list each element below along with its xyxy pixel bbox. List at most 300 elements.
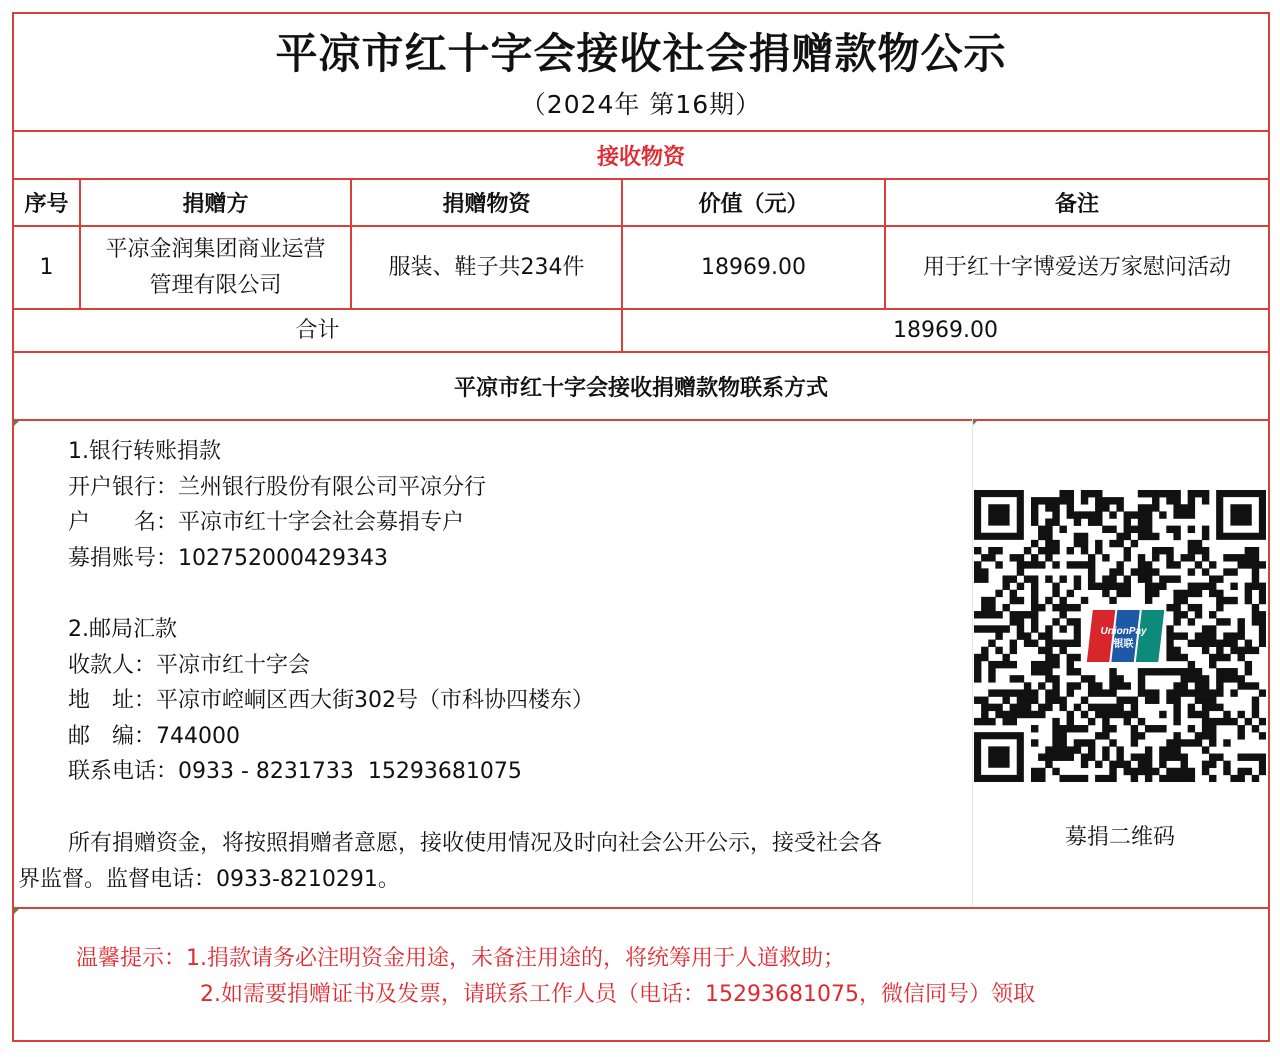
- qr-module: [974, 611, 981, 618]
- qr-module: [1166, 746, 1173, 753]
- qr-module: [1038, 561, 1045, 568]
- qr-module: [1102, 746, 1109, 753]
- qr-module: [1173, 597, 1180, 604]
- qr-module: [1145, 754, 1152, 761]
- qr-module: [1145, 746, 1152, 753]
- qr-module: [1173, 718, 1180, 725]
- qr-module: [1238, 561, 1245, 568]
- qr-module: [1109, 768, 1116, 775]
- qr-module: [1209, 632, 1216, 639]
- qr-module: [1209, 739, 1216, 746]
- qr-module: [1067, 689, 1074, 696]
- qr-module: [1074, 704, 1081, 711]
- qr-module: [1109, 704, 1116, 711]
- qr-module: [1145, 725, 1152, 732]
- qr-module: [1131, 775, 1138, 782]
- qr-module: [1188, 775, 1195, 782]
- qr-module: [1202, 554, 1209, 561]
- qr-module: [1173, 526, 1180, 533]
- qr-module: [974, 547, 981, 554]
- qr-module: [1216, 575, 1223, 582]
- qr-module: [1116, 754, 1123, 761]
- qr-module: [1031, 768, 1038, 775]
- qr-module: [1138, 511, 1145, 518]
- qr-module: [988, 675, 995, 682]
- qr-module: [988, 554, 995, 561]
- qr-module: [1209, 689, 1216, 696]
- qr-module: [1074, 604, 1081, 611]
- total-value: 18969.00: [893, 317, 998, 343]
- qr-module: [1002, 711, 1009, 718]
- qr-module: [1252, 547, 1259, 554]
- qr-module: [1010, 597, 1017, 604]
- qr-module: [1181, 511, 1188, 518]
- qr-module: [1202, 746, 1209, 753]
- qr-module: [1209, 754, 1216, 761]
- qr-module: [988, 704, 995, 711]
- qr-module: [1138, 675, 1145, 682]
- qr-module: [1074, 682, 1081, 689]
- qr-module: [1095, 583, 1102, 590]
- qr-module: [1067, 640, 1074, 647]
- qr-module: [995, 611, 1002, 618]
- qr-module: [1052, 497, 1059, 504]
- qr-module: [1173, 754, 1180, 761]
- qr-module: [1195, 640, 1202, 647]
- qr-module: [1209, 625, 1216, 632]
- qr-module: [1252, 682, 1259, 689]
- qr-module: [1138, 568, 1145, 575]
- qr-module: [1081, 697, 1088, 704]
- qr-module: [1173, 711, 1180, 718]
- qr-module: [1188, 526, 1195, 533]
- qr-module: [1259, 561, 1266, 568]
- qr-module: [1045, 689, 1052, 696]
- qr-module: [1067, 604, 1074, 611]
- qr-module: [1252, 575, 1259, 582]
- qr-module: [1145, 526, 1152, 533]
- qr-module: [1159, 761, 1166, 768]
- qr-module: [1245, 554, 1252, 561]
- bank-heading: 1.银行转账捐款: [68, 439, 221, 464]
- qr-module: [1081, 533, 1088, 540]
- qr-module: [1088, 718, 1095, 725]
- qr-module: [1238, 732, 1245, 739]
- qr-module: [1109, 682, 1116, 689]
- qr-module: [1074, 561, 1081, 568]
- qr-module: [1209, 732, 1216, 739]
- zip-line: 邮 编：744000: [68, 723, 240, 749]
- qr-module: [1166, 547, 1173, 554]
- qr-module: [1152, 497, 1159, 504]
- qr-module: [1059, 732, 1066, 739]
- qr-module: [1109, 725, 1116, 732]
- qr-module: [1202, 647, 1209, 654]
- qr-module: [1145, 697, 1152, 704]
- qr-module: [1116, 590, 1123, 597]
- qr-module: [1031, 689, 1038, 696]
- qr-module: [1017, 561, 1024, 568]
- qr-module: [1223, 640, 1230, 647]
- qr-module: [1259, 625, 1266, 632]
- qr-module: [1031, 604, 1038, 611]
- qr-module: [1259, 754, 1266, 761]
- qr-module: [1145, 668, 1152, 675]
- qr-module: [1067, 654, 1074, 661]
- qr-module: [1173, 490, 1180, 497]
- qr-module: [1010, 689, 1017, 696]
- qr-module: [1230, 689, 1237, 696]
- qr-cell-divider: [972, 419, 973, 907]
- qr-module: [1116, 704, 1123, 711]
- qr-module: [1223, 654, 1230, 661]
- qr-module: [1095, 540, 1102, 547]
- qr-module: [1116, 711, 1123, 718]
- qr-module: [1088, 554, 1095, 561]
- qr-module: [1230, 775, 1237, 782]
- qr-module: [1059, 575, 1066, 582]
- qr-module: [1088, 754, 1095, 761]
- qr-module: [1216, 704, 1223, 711]
- qr-module: [1074, 583, 1081, 590]
- qr-module: [974, 718, 981, 725]
- qr-module: [995, 689, 1002, 696]
- qr-module: [1031, 668, 1038, 675]
- qr-module: [1173, 533, 1180, 540]
- qr-module: [1216, 618, 1223, 625]
- qr-module: [988, 640, 995, 647]
- qr-module: [1230, 554, 1237, 561]
- qr-module: [1238, 618, 1245, 625]
- qr-module: [1059, 754, 1066, 761]
- qr-module: [1109, 497, 1116, 504]
- qr-module: [981, 718, 988, 725]
- qr-module: [1188, 668, 1195, 675]
- qr-module: [1209, 761, 1216, 768]
- qr-module: [1209, 561, 1216, 568]
- qr-module: [1102, 504, 1109, 511]
- qr-module: [1188, 711, 1195, 718]
- qr-module: [1017, 711, 1024, 718]
- qr-module: [1109, 583, 1116, 590]
- qr-module: [1166, 689, 1173, 696]
- qr-module: [1202, 689, 1209, 696]
- qr-module: [1045, 497, 1052, 504]
- qr-module: [1152, 768, 1159, 775]
- qr-module: [995, 590, 1002, 597]
- qr-module: [1002, 583, 1009, 590]
- qr-module: [1238, 675, 1245, 682]
- qr-module: [1081, 547, 1088, 554]
- qr-module: [1017, 632, 1024, 639]
- qr-module: [1245, 754, 1252, 761]
- qr-module: [1081, 540, 1088, 547]
- qr-module: [1124, 761, 1131, 768]
- qr-module: [1074, 511, 1081, 518]
- qr-module: [1010, 590, 1017, 597]
- qr-module: [1159, 575, 1166, 582]
- qr-module: [1067, 725, 1074, 732]
- qr-module: [1223, 554, 1230, 561]
- qr-module: [1209, 697, 1216, 704]
- qr-module: [1145, 504, 1152, 511]
- qr-module: [1181, 761, 1188, 768]
- qr-module: [1188, 661, 1195, 668]
- qr-module: [1181, 675, 1188, 682]
- qr-module: [1166, 654, 1173, 661]
- qr-module: [1017, 625, 1024, 632]
- qr-module: [1259, 732, 1266, 739]
- qr-module: [1159, 583, 1166, 590]
- qr-module: [1031, 775, 1038, 782]
- qr-module: [1081, 490, 1088, 497]
- qr-module: [1188, 640, 1195, 647]
- qr-module: [1031, 511, 1038, 518]
- qr-module: [1202, 533, 1209, 540]
- qr-module: [1173, 668, 1180, 675]
- qr-module: [1059, 775, 1066, 782]
- qr-module: [1059, 604, 1066, 611]
- qr-module: [1095, 761, 1102, 768]
- qr-module: [981, 554, 988, 561]
- qr-module: [1181, 775, 1188, 782]
- qr-module: [1188, 504, 1195, 511]
- qr-module: [1173, 768, 1180, 775]
- qr-module: [1045, 533, 1052, 540]
- qr-module: [1181, 768, 1188, 775]
- qr-module: [1138, 718, 1145, 725]
- qr-module: [1116, 675, 1123, 682]
- cell-comment-marker: [14, 421, 19, 426]
- qr-module: [1166, 575, 1173, 582]
- qr-module: [1202, 526, 1209, 533]
- qr-module: [1116, 504, 1123, 511]
- qr-module: [1181, 668, 1188, 675]
- qr-module: [1238, 682, 1245, 689]
- qr-module: [1252, 611, 1259, 618]
- qr-module: [1102, 526, 1109, 533]
- qr-module: [1067, 668, 1074, 675]
- qr-module: [1031, 625, 1038, 632]
- qr-module: [1045, 526, 1052, 533]
- qr-module: [1230, 632, 1237, 639]
- qr-module: [1059, 739, 1066, 746]
- qr-module: [981, 604, 988, 611]
- qr-module: [1131, 540, 1138, 547]
- qr-module: [1067, 590, 1074, 597]
- qr-module: [1259, 583, 1266, 590]
- qr-module: [974, 561, 981, 568]
- qr-module: [1024, 632, 1031, 639]
- qr-module: [1166, 640, 1173, 647]
- qr-module: [1109, 511, 1116, 518]
- qr-module: [1010, 554, 1017, 561]
- qr-module: [1188, 768, 1195, 775]
- qr-module: [1045, 675, 1052, 682]
- qr-module: [1059, 640, 1066, 647]
- qr-module: [1173, 632, 1180, 639]
- qr-module: [1209, 611, 1216, 618]
- qr-caption: 募捐二维码: [1064, 825, 1175, 850]
- qr-module: [1124, 682, 1131, 689]
- qr-module: [1067, 618, 1074, 625]
- qr-module: [1116, 568, 1123, 575]
- qr-module: [1181, 611, 1188, 618]
- qr-module: [974, 668, 981, 675]
- qr-module: [1052, 583, 1059, 590]
- qr-module: [1102, 583, 1109, 590]
- qr-module: [1010, 640, 1017, 647]
- qr-module: [1252, 711, 1259, 718]
- qr-module: [1116, 540, 1123, 547]
- donation-qr-code: [974, 490, 1266, 782]
- qr-module: [1031, 697, 1038, 704]
- qr-module: [1074, 575, 1081, 582]
- qr-module: [1010, 711, 1017, 718]
- qr-module: [1052, 504, 1059, 511]
- qr-module: [1052, 511, 1059, 518]
- qr-module: [1074, 625, 1081, 632]
- qr-module: [1166, 739, 1173, 746]
- qr-module: [1052, 697, 1059, 704]
- qr-module: [1238, 754, 1245, 761]
- qr-module: [1038, 768, 1045, 775]
- qr-module: [1031, 618, 1038, 625]
- qr-module: [1145, 590, 1152, 597]
- qr-module: [1181, 682, 1188, 689]
- qr-module: [1202, 675, 1209, 682]
- qr-module: [1166, 697, 1173, 704]
- qr-module: [1209, 654, 1216, 661]
- column-header-value: 价值（元）: [698, 192, 809, 217]
- qr-module: [1102, 575, 1109, 582]
- qr-module: [1181, 554, 1188, 561]
- qr-module: [1259, 768, 1266, 775]
- qr-module: [1002, 689, 1009, 696]
- qr-module: [1124, 590, 1131, 597]
- qr-module: [1045, 554, 1052, 561]
- qr-module: [1188, 511, 1195, 518]
- qr-module: [1223, 668, 1230, 675]
- qr-module: [1209, 775, 1216, 782]
- qr-module: [1024, 704, 1031, 711]
- qr-module: [1188, 675, 1195, 682]
- qr-module: [1045, 647, 1052, 654]
- qr-module: [1074, 746, 1081, 753]
- qr-module: [1202, 725, 1209, 732]
- qr-module: [1202, 697, 1209, 704]
- qr-module: [1152, 689, 1159, 696]
- qr-module: [1074, 640, 1081, 647]
- qr-module: [1188, 604, 1195, 611]
- qr-module: [1024, 689, 1031, 696]
- qr-module: [1181, 739, 1188, 746]
- qr-module: [1209, 583, 1216, 590]
- qr-module: [1238, 768, 1245, 775]
- qr-module: [1045, 632, 1052, 639]
- qr-module: [1116, 497, 1123, 504]
- contact-details: [68, 434, 594, 790]
- qr-module: [1195, 668, 1202, 675]
- qr-module: [1230, 668, 1237, 675]
- qr-module: [988, 597, 995, 604]
- qr-module: [1059, 526, 1066, 533]
- qr-module: [1045, 704, 1052, 711]
- qr-module: [1088, 675, 1095, 682]
- qr-module: [1138, 761, 1145, 768]
- qr-module: [1159, 490, 1166, 497]
- qr-module: [1010, 611, 1017, 618]
- account-name-line: 户 名：平凉市红十字会社会募捐专户: [68, 510, 465, 536]
- qr-module: [1038, 711, 1045, 718]
- qr-module: [1252, 697, 1259, 704]
- qr-module: [1074, 725, 1081, 732]
- qr-module: [1245, 597, 1252, 604]
- qr-module: [1081, 775, 1088, 782]
- qr-module: [1052, 675, 1059, 682]
- qr-module: [988, 547, 995, 554]
- qr-module: [1259, 597, 1266, 604]
- qr-module: [1252, 583, 1259, 590]
- qr-module: [1095, 518, 1102, 525]
- row-donor: [81, 227, 350, 308]
- qr-module: [1145, 583, 1152, 590]
- qr-module: [1216, 682, 1223, 689]
- qr-module: [1031, 611, 1038, 618]
- qr-module: [1152, 668, 1159, 675]
- qr-module: [1195, 583, 1202, 590]
- qr-module: [1202, 732, 1209, 739]
- qr-module: [1238, 625, 1245, 632]
- qr-module: [1038, 497, 1045, 504]
- qr-module: [1145, 490, 1152, 497]
- qr-module: [995, 711, 1002, 718]
- qr-module: [981, 711, 988, 718]
- qr-module: [995, 625, 1002, 632]
- qr-module: [1052, 739, 1059, 746]
- qr-module: [1074, 739, 1081, 746]
- qr-module: [1216, 654, 1223, 661]
- qr-module: [988, 661, 995, 668]
- qr-module: [1031, 518, 1038, 525]
- qr-module: [1188, 497, 1195, 504]
- qr-module: [1031, 590, 1038, 597]
- qr-module: [1252, 604, 1259, 611]
- qr-module: [1124, 583, 1131, 590]
- qr-module: [1109, 668, 1116, 675]
- qr-module: [1074, 518, 1081, 525]
- qr-module: [1024, 547, 1031, 554]
- qr-module: [981, 697, 988, 704]
- qr-module: [1195, 732, 1202, 739]
- qr-module: [1238, 725, 1245, 732]
- qr-module: [1173, 504, 1180, 511]
- qr-module: [1081, 711, 1088, 718]
- qr-module: [1010, 618, 1017, 625]
- qr-module: [1031, 575, 1038, 582]
- qr-module: [1259, 718, 1266, 725]
- qr-module: [1209, 590, 1216, 597]
- qr-module: [1010, 647, 1017, 654]
- qr-module: [1116, 697, 1123, 704]
- qr-module: [1124, 533, 1131, 540]
- qr-module: [1045, 761, 1052, 768]
- qr-module: [1052, 654, 1059, 661]
- qr-module: [1031, 504, 1038, 511]
- qr-module: [1173, 604, 1180, 611]
- qr-module: [1230, 640, 1237, 647]
- qr-module: [1173, 618, 1180, 625]
